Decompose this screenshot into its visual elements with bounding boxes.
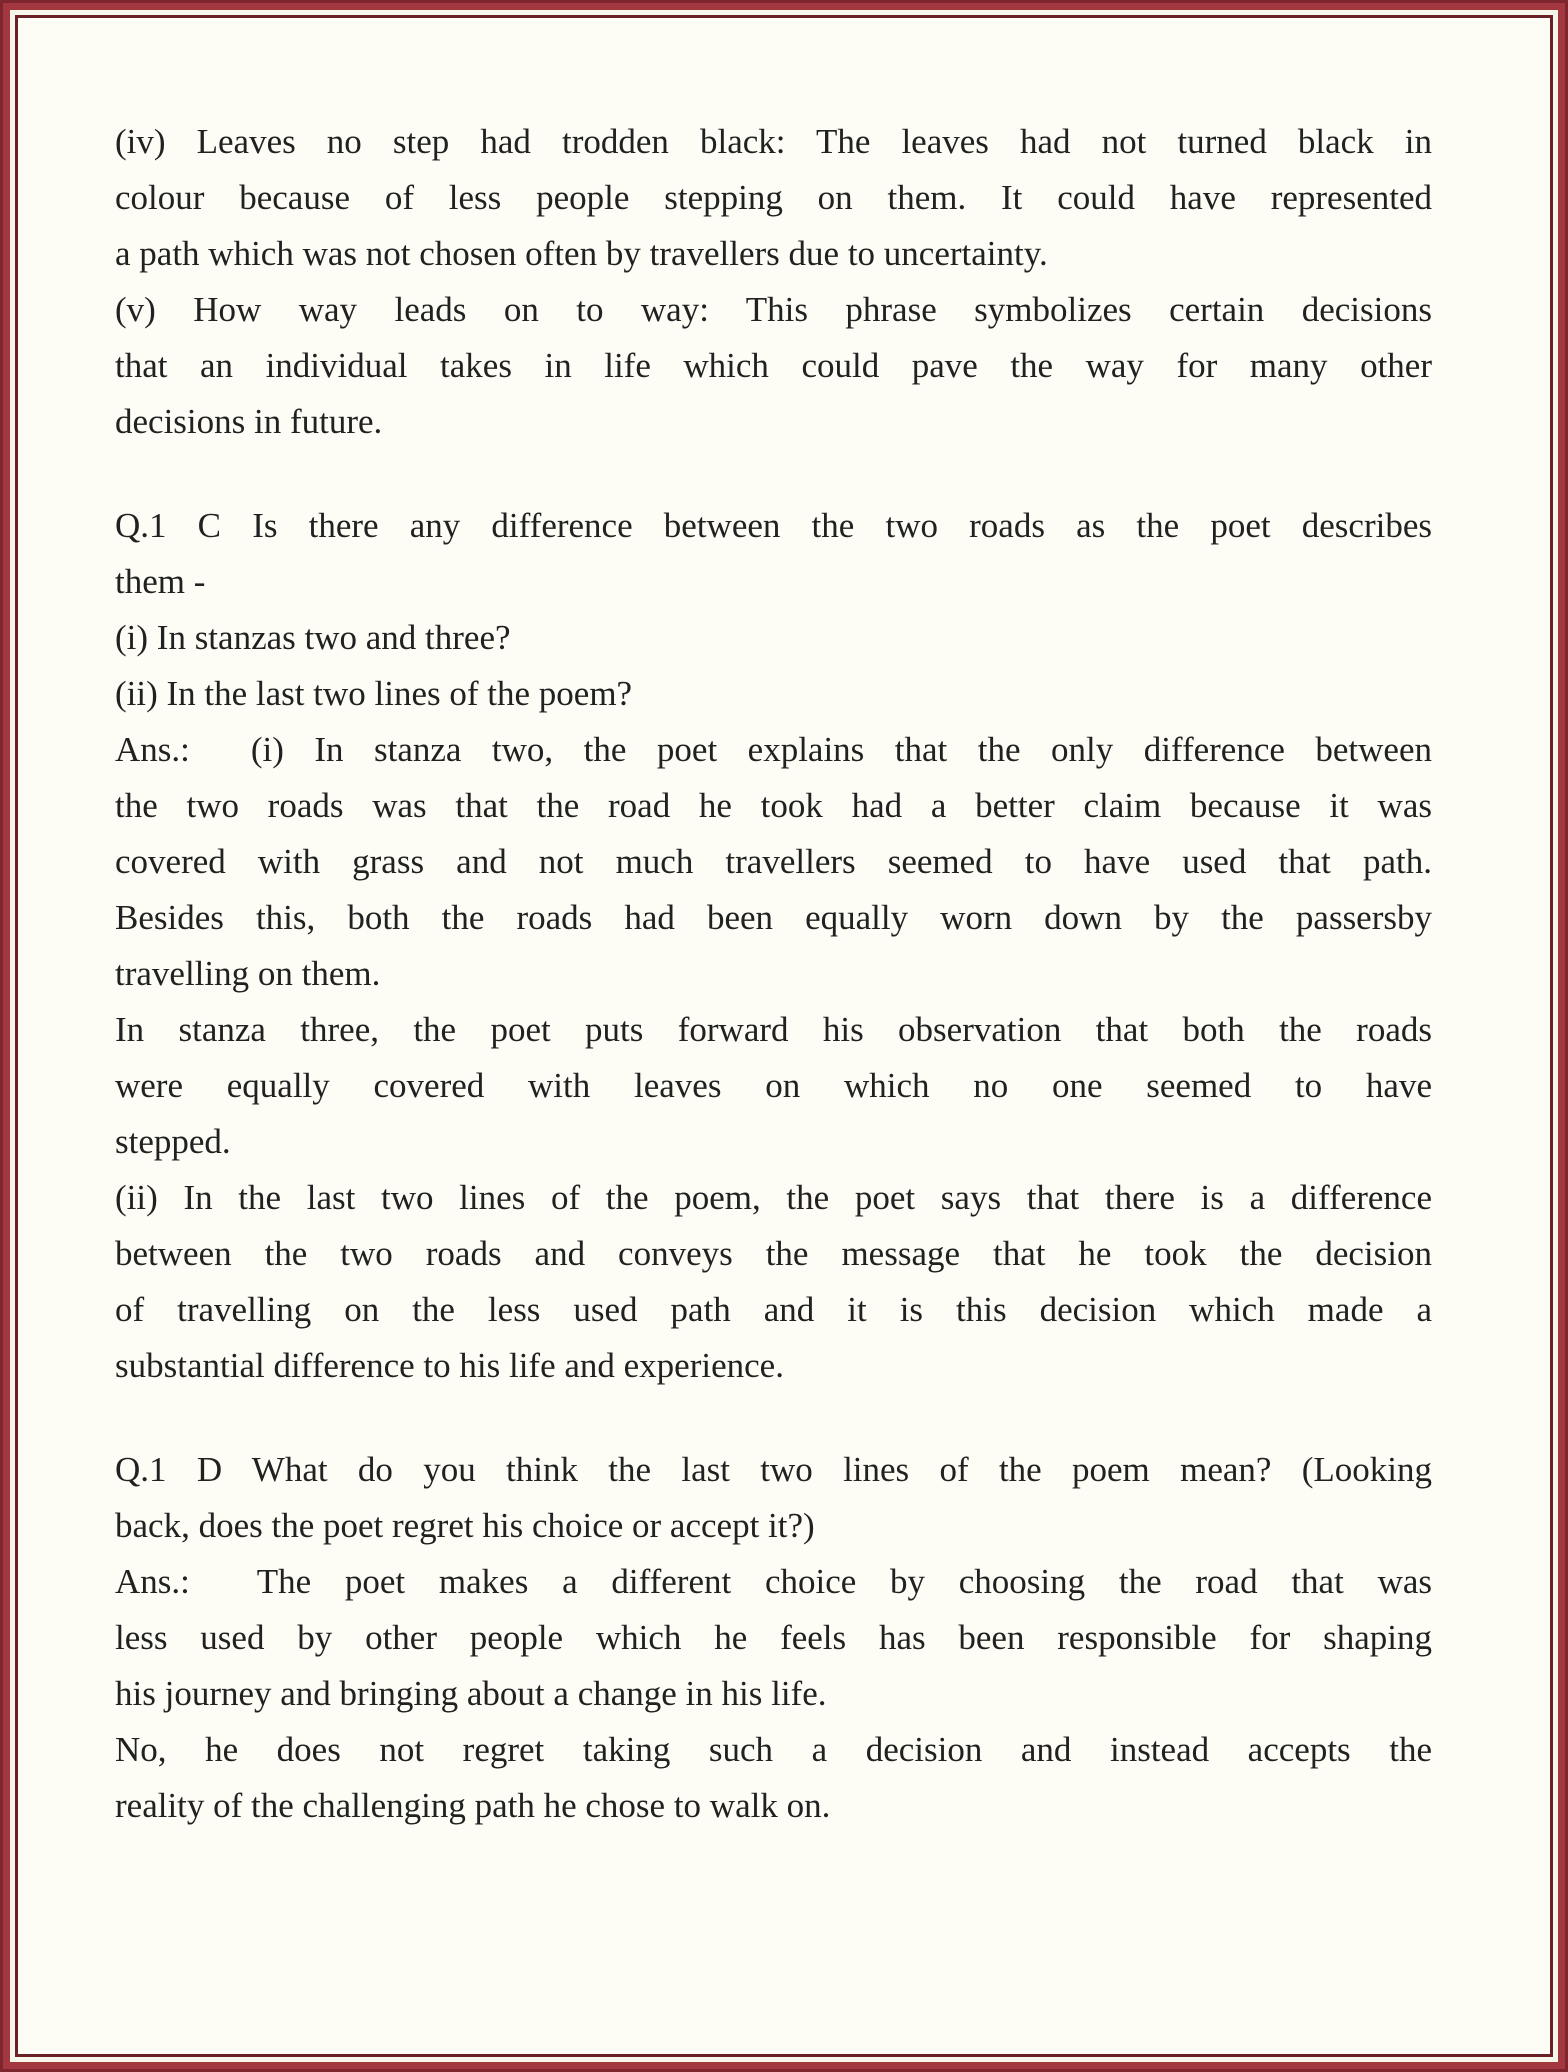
text-blocks bbox=[115, 114, 1432, 1834]
question-1c bbox=[115, 498, 1432, 1394]
text-line: were equally covered with leaves on which no one seemed to have bbox=[115, 1066, 1432, 1105]
text-line: decisions in future. bbox=[115, 402, 383, 441]
text-line: reality of the challenging path he chose to walk on. bbox=[115, 1786, 831, 1825]
text-line: Q.1 D What do you think the last two lines of the poem mean? (Looking bbox=[115, 1450, 1432, 1489]
text-line: Q.1 C Is there any difference between the two roads as the poet describes bbox=[115, 506, 1432, 545]
text-line: his journey and bringing about a change in his life. bbox=[115, 1674, 827, 1713]
text-line: a path which was not chosen often by travellers due to uncertainty. bbox=[115, 234, 1048, 273]
text-line: In stanza three, the poet puts forward his observation that both the roads bbox=[115, 1010, 1432, 1049]
text-line: Ans.: The poet makes a different choice by choosing the road that was bbox=[115, 1562, 1432, 1601]
text-line: between the two roads and conveys the message that he took the decision bbox=[115, 1234, 1432, 1273]
text-line: travelling on them. bbox=[115, 954, 381, 993]
text-line: that an individual takes in life which could pave the way for many other bbox=[115, 346, 1432, 385]
text-line: Besides this, both the roads had been equally worn down by the passersby bbox=[115, 898, 1432, 937]
text-line: the two roads was that the road he took had a better claim because it was bbox=[115, 786, 1432, 825]
text-line: stepped. bbox=[115, 1122, 231, 1161]
explanation-v bbox=[115, 282, 1432, 450]
text-line: (iv) Leaves no step had trodden black: The leaves had not turned black in bbox=[115, 122, 1432, 161]
text-line: substantial difference to his life and experience. bbox=[115, 1346, 784, 1385]
text-line: of travelling on the less used path and it is this decision which made a bbox=[115, 1290, 1432, 1329]
text-line: No, he does not regret taking such a decision and instead accepts the bbox=[115, 1730, 1432, 1769]
text-line: colour because of less people stepping on them. It could have represented bbox=[115, 178, 1432, 217]
text-line: back, does the poet regret his choice or accept it?) bbox=[115, 1506, 815, 1545]
document-content bbox=[115, 18, 1432, 1834]
text-line: covered with grass and not much travellers seemed to have used that path. bbox=[115, 842, 1432, 881]
question-1d bbox=[115, 1442, 1432, 1834]
text-line: (ii) In the last two lines of the poem, the poet says that there is a difference bbox=[115, 1178, 1432, 1217]
document-sheet bbox=[15, 15, 1553, 2057]
text-line: them - bbox=[115, 562, 206, 601]
explanation-iv bbox=[115, 114, 1432, 282]
text-line: (i) In stanzas two and three? bbox=[115, 618, 511, 657]
text-line: Ans.: (i) In stanza two, the poet explains that the only difference between bbox=[115, 730, 1432, 769]
text-line: (ii) In the last two lines of the poem? bbox=[115, 674, 633, 713]
text-line: less used by other people which he feels has been responsible for shaping bbox=[115, 1618, 1432, 1657]
text-line: (v) How way leads on to way: This phrase symbolizes certain decisions bbox=[115, 290, 1432, 329]
